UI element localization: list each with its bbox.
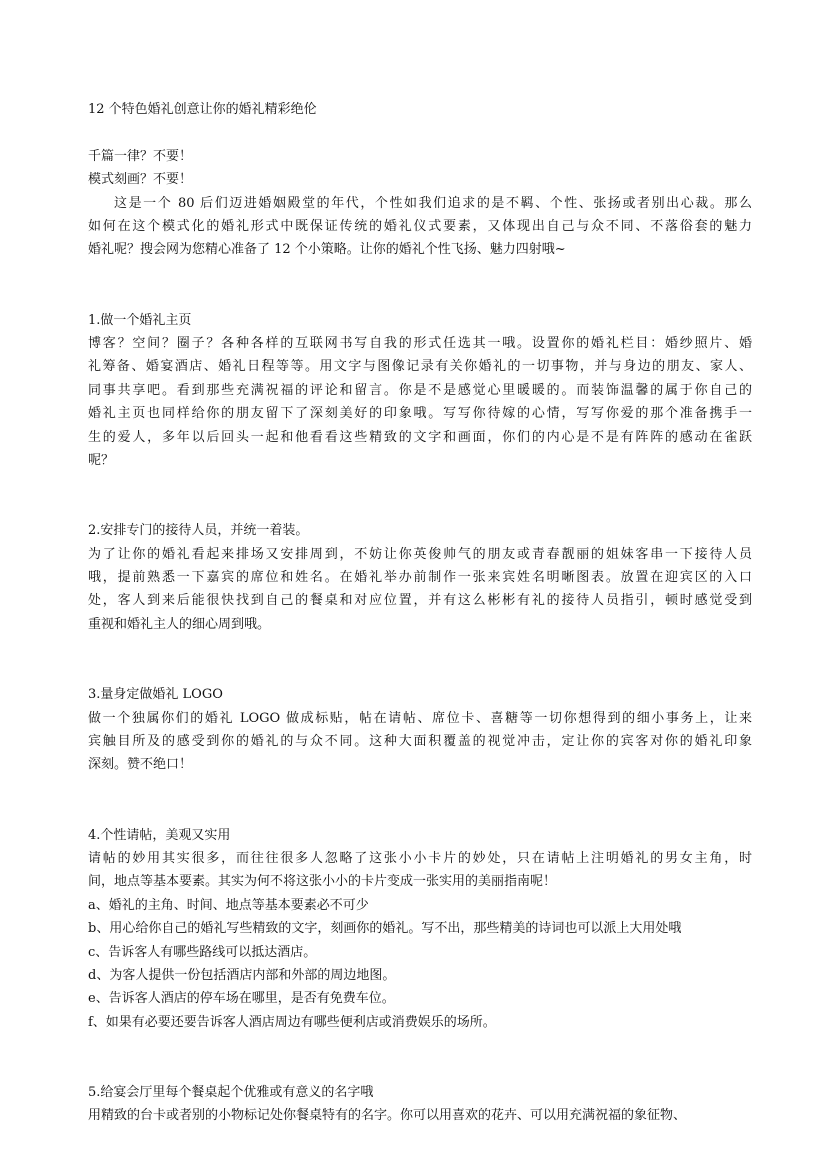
paragraph-line: 礼筹备、婚宴酒店、婚礼日程等等。用文字与图像记录有关你婚礼的一切事物，并与身边的朋友、家人、	[88, 359, 752, 375]
paragraph-line: 处，客人到来后能很快找到自己的餐桌和对应位置，并有这么彬彬有礼的接待人员指引，顿时感觉受到	[88, 593, 752, 609]
document-page	[88, 98, 752, 1128]
paragraph-line: 为了让你的婚礼看起来排场又安排周到，不妨让你英俊帅气的朋友或青春靓丽的姐妹客串一下接待人员	[88, 546, 752, 562]
section-heading: 2.安排专门的接待人员，并统一着装。	[88, 523, 309, 539]
intro-line: 千篇一律？不要！	[88, 148, 193, 164]
paragraph-line: 请帖的妙用其实很多，而往往很多人忽略了这张小小卡片的妙处，只在请帖上注明婚礼的男女主角，时	[88, 850, 752, 866]
intro-line: 模式刻画？不要！	[88, 172, 193, 188]
section-heading: 4.个性请帖，美观又实用	[88, 827, 231, 843]
paragraph-line: 婚礼呢？搜会网为您精心准备了 12 个小策略。让你的婚礼个性飞扬、魅力四射哦~	[88, 242, 566, 258]
paragraph-line: 深刻。赞不绝口！	[88, 757, 193, 773]
paragraph-line: 婚礼主页也同样给你的朋友留下了深刻美好的印象哦。写写你待嫁的心情，写写你爱的那个准备携手一	[88, 406, 752, 422]
section-heading: 5.给宴会厅里每个餐桌起个优雅或有意义的名字哦	[88, 1084, 374, 1100]
list-item: f、如果有必要还要告诉客人酒店周边有哪些便利店或消费娱乐的场所。	[88, 1014, 496, 1030]
paragraph-line: 用精致的台卡或者别的小物标记处你餐桌特有的名字。你可以用喜欢的花卉、可以用充满祝福的象征物、	[88, 1108, 687, 1124]
paragraph-line: 间，地点等基本要素。其实为何不将这张小小的卡片变成一张实用的美丽指南呢！	[88, 874, 557, 890]
paragraph-line: 博客？空间？圈子？各种各样的互联网书写自我的形式任选其一哦。设置你的婚礼栏目：婚纱照片、婚	[88, 336, 752, 352]
section-heading: 3.量身定做婚礼 LOGO	[88, 687, 223, 703]
paragraph-line: 呢？	[88, 453, 115, 469]
list-item: c、告诉客人有哪些路线可以抵达酒店。	[88, 944, 317, 960]
paragraph-line: 哦，提前熟悉一下嘉宾的席位和姓名。在婚礼举办前制作一张来宾姓名明晰图表。放置在迎宾区的入口	[88, 570, 752, 586]
paragraph-line: 如何在这个模式化的婚礼形式中既保证传统的婚礼仪式要素，又体现出自己与众不同、不落俗套的魅力	[88, 219, 752, 235]
list-item: d、为客人提供一份包括酒店内部和外部的周边地图。	[88, 967, 396, 983]
paragraph-line: 重视和婚礼主人的细心周到哦。	[88, 616, 271, 632]
list-item: e、告诉客人酒店的停车场在哪里，是否有免费车位。	[88, 991, 395, 1007]
section-heading: 1.做一个婚礼主页	[88, 312, 192, 328]
paragraph-line: 宾触目所及的感受到你的婚礼的与众不同。这种大面积覆盖的视觉冲击，定让你的宾客对你的婚礼印象	[88, 733, 752, 749]
paragraph-line: 同事共享吧。看到那些充满祝福的评论和留言。你是不是感觉心里暖暖的。而装饰温馨的属于你自己的	[88, 382, 752, 398]
document-title: 12 个特色婚礼创意让你的婚礼精彩绝伦	[88, 102, 317, 117]
list-item: a、婚礼的主角、时间、地点等基本要素必不可少	[88, 897, 369, 913]
list-item: b、用心给你自己的婚礼写些精致的文字，刻画你的婚礼。写不出，那些精美的诗词也可以派上大用处哦	[88, 921, 682, 937]
paragraph-line: 做一个独属你们的婚礼 LOGO 做成标贴，帖在请帖、席位卡、喜糖等一切你想得到的细小事务上，让来	[88, 710, 752, 726]
paragraph-line: 生的爱人，多年以后回头一起和他看看这些精致的文字和画面，你们的内心是不是有阵阵的感动在雀跃	[88, 429, 752, 445]
paragraph-line: 这是一个 80 后们迈进婚姻殿堂的年代，个性如我们追求的是不羁、个性、张扬或者别出心裁。那么	[114, 195, 752, 211]
